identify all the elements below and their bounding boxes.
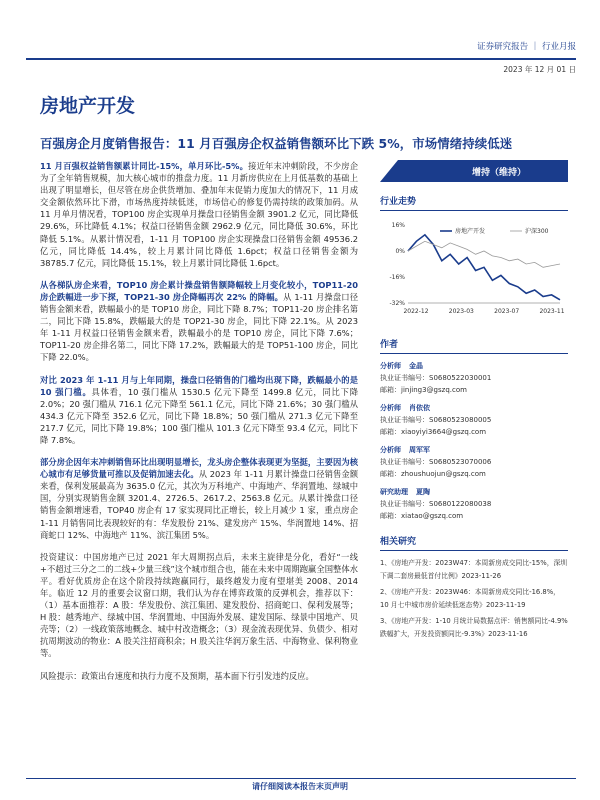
analyst-license: 执业证书编号：S0680522030001 [380,374,492,382]
analyst-4 [380,486,568,522]
paragraph-body: 风险提示：政策出台速度和执行力度不及预期，基本面下行引发违约反应。 [40,670,314,681]
analyst-email[interactable]: 邮箱：zhoushuojun@gszq.com [380,470,486,478]
paragraph-lead: 11 月百强权益销售额累计同比-15%，单月环比-5%。 [40,161,249,171]
x-tick-label: 2023-11 [539,308,565,315]
related-item[interactable]: 1、《房地产开发：2023W47：本周新房成交同比-15%，深圳下调二套房最低首付比例》2023-11-26 [380,559,568,580]
paragraph-investment [40,551,358,660]
rating-notch [380,160,398,182]
footer-divider [26,778,576,779]
x-tick-label: 2023-03 [448,308,474,315]
report-headline: 百强房企月度销售报告：11 月百强房企权益销售额环比下跌 5%，市场情绪持续低迷 [40,136,513,151]
series-line-csi300 [408,241,560,267]
related-list [380,557,568,640]
y-tick-label: 0% [395,248,405,255]
rating-label: 增持（维持） [471,168,526,178]
paragraph-body: 投资建议：中国房地产已过 2021 年大周期拐点后，未来主旋律是分化，看好“一线+不超过三分之二的二线+少量三线”这个城市组合也，能在未来中周期跑赢全国整体水平。看好优质房企在这个阶段持续跑赢同行，最终越发力度有望堪美 2008、2014 年。临近 12 月的重要会议窗口期，我们认为存在博弈政策的反弹机会，推荐以下：（1）基本面推荐：A 股：华发股份、滨江集团、建发股份、招商蛇口、保利发展等；H 股：越秀地产、绿城中国、华润置地、中国海外发展、建发国际、绿景中国地产、贝壳等；（2）一线政策落地概念、城中村改造概念；（3）现金流表现优异、负债少、相对抗周期波动的物业：A 股关注招商积余；H 股关注华润万象生活、中海物业、保利物业等。 [40,551,358,659]
y-tick-label: 16% [391,222,405,229]
sidebar [380,160,568,644]
paragraph-lead: 对比 2023 年 1-11 月与上年同期，操盘口径销售的门槛均出现下降，跌幅最小的是 10 强门槛。 [40,374,358,397]
trend-title: 行业走势 [380,194,568,211]
analyst-license: 执业证书编号：S0680523070006 [380,458,492,466]
footer-note: 请仔细阅读本报告末页声明 [252,782,348,791]
industry-title: 房地产开发 [40,95,136,117]
analysts-title: 作者 [380,337,568,354]
analyst-1 [380,360,568,396]
legend-label: 房地产开发 [455,228,486,235]
analyst-role: 分析师 [380,404,401,412]
paragraph-lead: 部分房企因年末冲刺销售环比出现明显增长，龙头房企整体表现更为坚挺，主要因为核心城市有足够货量可推以及促销加速去化。 [40,457,358,480]
analyst-license: 执业证书编号：S0680122080038 [380,500,492,508]
analyst-name: 金晶 [409,362,423,370]
related-title: 相关研究 [380,534,568,551]
trend-chart [380,211,568,321]
report-type: 证券研究报告 ｜ 行业月报 [477,42,576,52]
paragraph-body: 接近年末冲刺阶段，不少房企为了全年销售规模，加大核心城市的推盘力度。11 月新房供应在上月低基数的基础上出现了明显增长，但尽管在房企供货增加、叠加年末促销力度加大的情况下，11 月成交金额依然环比下滑，市场热度持续低迷，市场信心的修复仍需持续的政策加码。从 11 月单月情况看，TOP100 房企实现单月操盘口径销售金额 3901.2 亿元，同比降低 29.6%，环比降低 4.1%；权益口径销售金额 2962.9 亿元，同比降低 30.6%，环比降低 5.1%。从累计情况看，1-11 月 TOP100 房企实现操盘口径销售金额 49536.2 亿元，同比降低 14.4%，较上月累计同比降低 1.6pct；权益口径销售金额为 38785.7 亿元，同比降低 15.1%，较上月累计同比降低 1.6pct。 [40,161,358,268]
analyst-role: 分析师 [380,446,401,454]
report-date: 2023 年 12 月 01 日 [503,65,576,74]
paragraph-risk [40,670,358,682]
analyst-name: 夏陶 [416,488,430,496]
analyst-2 [380,402,568,438]
paragraph-1 [40,160,358,269]
analyst-email[interactable]: 邮箱：jinjing3@gszq.com [380,386,467,394]
analyst-email[interactable]: 邮箱：xiaoyiyi3664@gszq.com [380,428,487,436]
analyst-email[interactable]: 邮箱：xiatao@gszq.com [380,512,464,520]
rating-banner [380,160,568,182]
main-text [40,160,358,692]
x-tick-label: 2022-12 [403,308,429,315]
paragraph-body: 具体看，10 强门槛从 1530.5 亿元下降至 1499.8 亿元，同比下降 2.0%；20 强门槛从 716.1 亿元下降至 561.1 亿元，同比下降 21.6%；30 强门槛从 434.3 亿元下降至 352.6 亿元，同比下降 18.8%；50 强门槛从 271.3 亿元下降至 217.7 亿元，同比下降 19.8%；100 强门槛从 101.3 亿元下降至 93.4 亿元，同比下降 7.8%。 [40,386,359,445]
paragraph-3 [40,374,358,447]
x-tick-label: 2023-07 [494,308,520,315]
header-divider [26,58,576,60]
series-line-industry [408,235,560,300]
related-item[interactable]: 2、《房地产开发：2023W46：本周新房成交同比-16.8%，10 月七中城市房价延续低迷态势》2023-11-19 [380,588,560,609]
paragraph-lead: 从各梯队房企来看，TOP10 房企累计操盘销售额降幅较上月变化较小，TOP11-20 房企跌幅进一步下探，TOP21-30 房企降幅再次 22% 的降幅。 [40,279,358,302]
analyst-name: 肖依依 [409,404,430,412]
legend-label: 沪深300 [525,228,549,235]
analyst-name: 周军军 [409,446,430,454]
analyst-3 [380,444,568,480]
y-tick-label: -16% [389,274,405,281]
analyst-role: 研究助理 [380,488,408,496]
paragraph-body: 从 2023 年 1-11 月累计操盘口径销售金额来看，保利发展最高为 3635.0 亿元，其次为万科地产、中海地产、华润置地、绿城中国，分别实现销售金额 3201.4、2726.5、2617.2、2563.8 亿元。从累计操盘口径销售金额增速看，TOP40 房企有 17 家实现同比正增长，较上月减少 1 家，重点房企 1-11 月销售同比表现较好的有：华发股份 21%、建发房产 15%、华润置地 14%、招商蛇口 12%、中海地产 11%、滨江集团 5%。 [40,469,358,540]
analyst-role: 分析师 [380,362,401,370]
y-tick-label: -32% [389,300,405,307]
paragraph-body: 从 1-11 月操盘口径销售金额来看，跌幅最小的是 TOP10 房企，同比下降 8.7%；TOP11-20 房企排名第二，同比下降 15.8%，跌幅最大的是 TOP21-30 房企，同比下降 22.1%。从 2023 年 1-11 月权益口径销售金额来看，跌幅最小的是 TOP10 房企，同比下降 7.6%；TOP11-20 房企排名第二，同比下降 17.2%，跌幅最大的是 TOP51-100 房企，同比下降 22.0%。 [40,291,359,363]
paragraph-2 [40,279,358,364]
related-item[interactable]: 3、《房地产开发：1-10 月统计局数据点评：销售额同比-4.9%跌幅扩大，开发投资额同比-9.3%》2023-11-16 [380,617,568,638]
analyst-license: 执业证书编号：S0680523080005 [380,416,492,424]
paragraph-4 [40,456,358,541]
